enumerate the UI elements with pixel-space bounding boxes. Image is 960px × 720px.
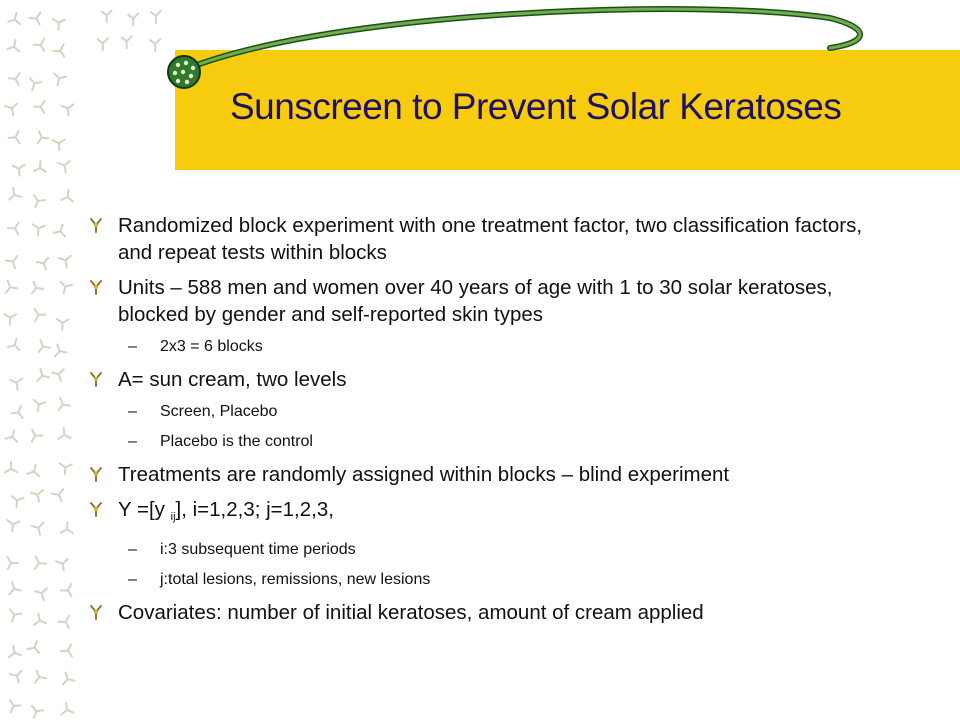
bullet-text: Placebo is the control — [160, 433, 313, 450]
flower-bullet-icon — [88, 501, 104, 517]
bullet-item — [88, 366, 868, 393]
bullet-text: j:total lesions, remissions, new lesions — [160, 571, 431, 588]
sub-bullet-item — [88, 336, 868, 358]
bullet-text: 2x3 = 6 blocks — [160, 338, 263, 355]
dash-bullet: – — [128, 403, 137, 420]
sub-bullet-item — [88, 401, 868, 423]
bullet-item — [88, 212, 868, 266]
bullet-text: Y =[y $_{ij}$], i=1,2,3; j=1,2,3, — [118, 498, 334, 523]
bullet-item — [88, 599, 868, 626]
bullet-text: Covariates: number of initial keratoses, amount of cream applied — [118, 601, 704, 624]
flower-bullet-icon — [88, 466, 104, 482]
orbit-arc — [184, 9, 860, 70]
dash-bullet: – — [128, 541, 137, 558]
flower-bullet-icon — [88, 371, 104, 387]
bullet-list — [88, 212, 868, 634]
bullet-text: i:3 subsequent time periods — [160, 541, 356, 558]
bullet-item — [88, 461, 868, 488]
flower-bullet-icon — [88, 217, 104, 233]
orbit-ball-icon — [168, 56, 200, 88]
bullet-item — [88, 496, 868, 531]
subscript: ij — [170, 511, 176, 523]
slide-title: Sunscreen to Prevent Solar Keratoses — [230, 86, 842, 127]
bullet-item — [88, 274, 868, 328]
bullet-text: Screen, Placebo — [160, 403, 278, 420]
bullet-text: Randomized block experiment with one treatment factor, two classification factors, and repeat tests within blocks — [118, 214, 863, 264]
dash-bullet: – — [128, 433, 137, 450]
bullet-text: A= sun cream, two levels — [118, 368, 347, 391]
flower-bullet-icon — [88, 279, 104, 295]
sub-bullet-item — [88, 569, 868, 591]
sub-bullet-item — [88, 539, 868, 561]
dash-bullet: – — [128, 571, 137, 588]
bullet-text: Units – 588 men and women over 40 years of age with 1 to 30 solar keratoses, blocked by gender and self-reported skin types — [118, 276, 833, 326]
dash-bullet: – — [128, 338, 137, 355]
sub-bullet-item — [88, 431, 868, 453]
bullet-text: Treatments are randomly assigned within blocks – blind experiment — [118, 463, 730, 486]
flower-bullet-icon — [88, 604, 104, 620]
